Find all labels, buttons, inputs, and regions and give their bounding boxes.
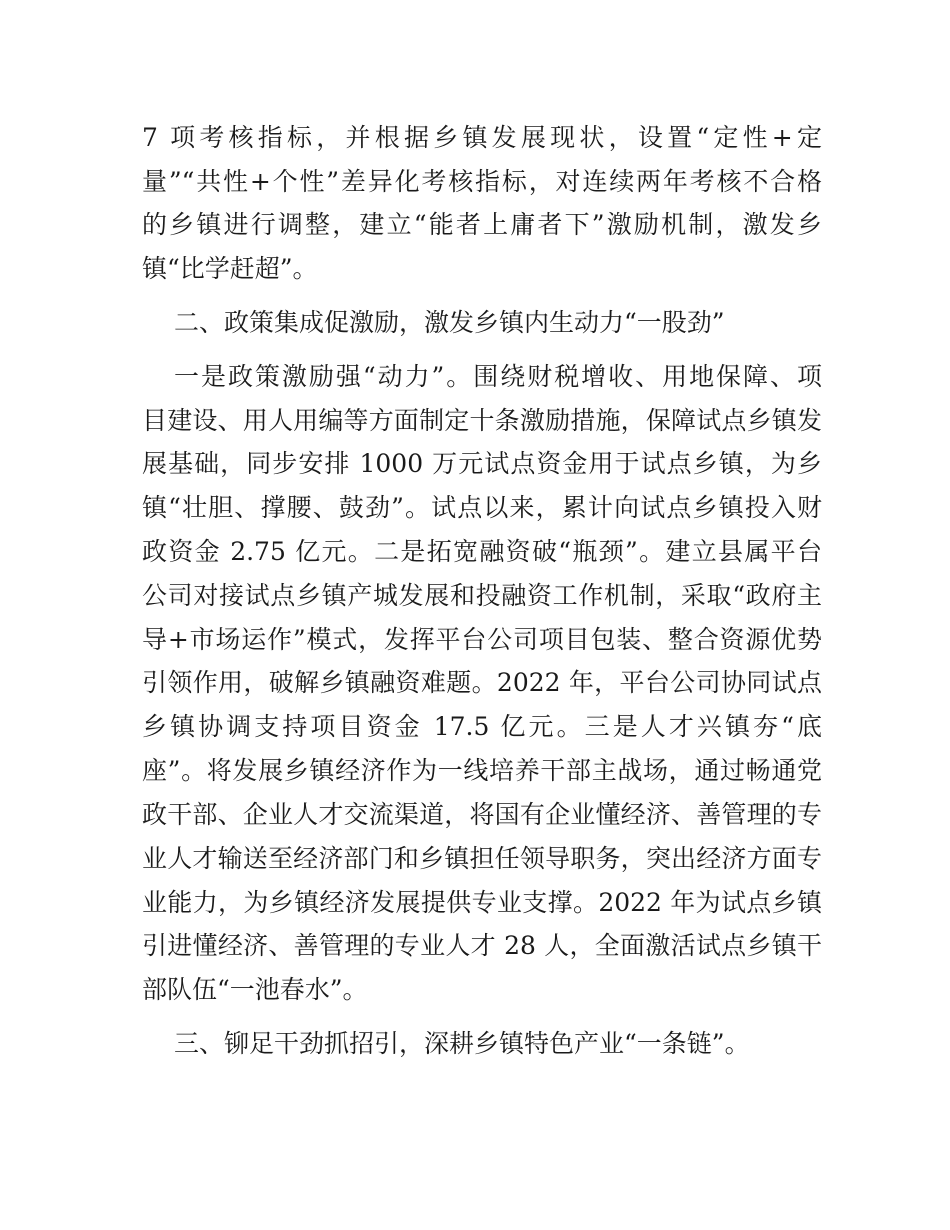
- paragraph-line: 业人才输送至经济部门和乡镇担任领导职务，突出经济方面专: [142, 844, 822, 873]
- paragraph-line: 一是政策激励强“动力”。围绕财税增收、用地保障、项: [174, 362, 822, 391]
- paragraph-line: 的乡镇进行调整，建立“能者上庸者下”激励机制，激发乡: [142, 210, 822, 239]
- paragraph-line: 引进懂经济、善管理的专业人才 28 人，全面激活试点乡镇干: [142, 931, 822, 960]
- paragraph-line: 政资金 2.75 亿元。二是拓宽融资破“瓶颈”。建立县属平台: [142, 537, 822, 566]
- paragraph-line: 引领作用，破解乡镇融资难题。2022 年，平台公司协同试点: [142, 668, 822, 697]
- paragraph-line: 乡镇协调支持项目资金 17.5 亿元。三是人才兴镇夯“底: [142, 712, 822, 741]
- paragraph-line: 量”“共性+个性”差异化考核指标，对连续两年考核不合格: [142, 167, 822, 196]
- paragraph-line: 导+市场运作”模式，发挥平台公司项目包装、整合资源优势: [142, 625, 822, 654]
- paragraph-line: 座”。将发展乡镇经济作为一线培养干部主战场，通过畅通党: [142, 756, 822, 785]
- paragraph-line: 镇“壮胆、撑腰、鼓劲”。试点以来，累计向试点乡镇投入财: [142, 493, 822, 522]
- paragraph-line: 政干部、企业人才交流渠道，将国有企业懂经济、善管理的专: [142, 800, 822, 829]
- paragraph-line: 7 项考核指标，并根据乡镇发展现状，设置“定性+定: [142, 123, 822, 152]
- section-heading: 三、铆足干劲抓招引，深耕乡镇特色产业“一条链”。: [174, 1029, 750, 1058]
- section-heading: 二、政策集成促激励，激发乡镇内生动力“一股劲”: [174, 308, 725, 337]
- paragraph-line: 部队伍“一池春水”。: [142, 975, 368, 1004]
- paragraph-line: 镇“比学赶超”。: [142, 254, 318, 283]
- paragraph-line: 业能力，为乡镇经济发展提供专业支撑。2022 年为试点乡镇: [142, 888, 822, 917]
- paragraph-line: 公司对接试点乡镇产城发展和投融资工作机制，采取“政府主: [142, 581, 822, 610]
- paragraph-line: 展基础，同步安排 1000 万元试点资金用于试点乡镇，为乡: [142, 449, 822, 478]
- paragraph-line: 目建设、用人用编等方面制定十条激励措施，保障试点乡镇发: [142, 406, 822, 435]
